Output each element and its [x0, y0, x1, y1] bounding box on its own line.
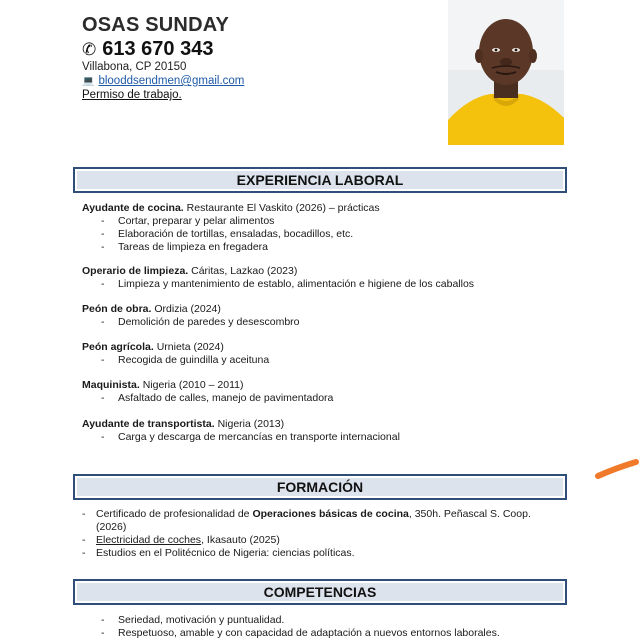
task-item: - Elaboración de tortillas, ensaladas, bocadillos, etc.: [101, 228, 354, 240]
skill-item: - Respetuoso, amable y con capacidad de adaptación a nuevos entornos laborales.: [101, 627, 500, 639]
experience-role: Peón de obra.: [82, 303, 152, 315]
address: Villabona, CP 20150: [82, 61, 187, 73]
experience-role: Ayudante de transportista.: [82, 418, 215, 430]
task-text: Carga y descarga de mercancías en transporte internacional: [118, 431, 400, 443]
education-course: Operaciones básicas de cocina: [252, 508, 409, 520]
candidate-name: OSAS SUNDAY: [82, 14, 230, 36]
task-item: - Cortar, preparar y pelar alimentos: [101, 215, 275, 227]
section-skills-title: COMPETENCIAS: [77, 583, 563, 601]
skill-text: Respetuoso, amable y con capacidad de adaptación a nuevos entornos laborales.: [118, 627, 500, 639]
phone-line: [82, 38, 213, 61]
experience-tasks: [82, 431, 562, 444]
experience-entry: [82, 265, 562, 291]
task-item: - Tareas de limpieza en fregadera: [101, 241, 269, 253]
task-text: Elaboración de tortillas, ensaladas, bocadillos, etc.: [118, 228, 354, 240]
experience-entry: [82, 418, 562, 444]
experience-tasks: [82, 354, 562, 367]
task-item: - Asfaltado de calles, manejo de pavimentadora: [101, 392, 334, 404]
education-list: [82, 508, 552, 560]
experience-tasks: [82, 392, 562, 405]
experience-details: Restaurante El Vaskito (2026) – prácticas: [186, 202, 380, 214]
section-experience: [73, 167, 567, 193]
experience-entry: [82, 303, 562, 329]
experience-heading: [82, 265, 562, 278]
task-item: - Carga y descarga de mercancías en transporte internacional: [101, 431, 400, 443]
experience-tasks: [82, 215, 562, 254]
task-item: - Recogida de guindilla y aceituna: [101, 354, 270, 366]
experience-details: Nigeria (2013): [217, 418, 285, 430]
experience-tasks: [82, 278, 562, 291]
education-course: Electricidad de coches: [96, 534, 202, 546]
skills-list: [82, 614, 562, 640]
phone-number: 613 670 343: [102, 38, 214, 60]
section-education: [73, 474, 567, 500]
experience-heading: [82, 303, 562, 316]
profile-photo-illustration: [448, 0, 564, 145]
experience-role: Peón agrícola.: [82, 341, 154, 353]
education-text: , 350h. Peñascal S. Coop. (2026): [96, 508, 531, 533]
education-item: - Certificado de profesionalidad de Operaciones básicas de cocina, 350h. Peñascal S. Coop. (2026): [82, 508, 531, 533]
experience-heading: [82, 379, 562, 392]
work-permit: Permiso de trabajo.: [82, 89, 182, 101]
experience-entry: [82, 341, 562, 367]
experience-heading: [82, 202, 562, 215]
task-text: Asfaltado de calles, manejo de pavimentadora: [118, 392, 334, 404]
profile-photo: [448, 0, 564, 145]
skill-text: Seriedad, motivación y puntualidad.: [118, 614, 285, 626]
experience-tasks: [82, 316, 562, 329]
experience-details: Nigeria (2010 – 2011): [142, 379, 244, 391]
education-text: Estudios en el Politécnico de Nigeria: ciencias políticas.: [96, 547, 355, 559]
education-text: Certificado de profesionalidad de: [96, 508, 250, 520]
task-item: - Limpieza y mantenimiento de establo, alimentación e higiene de los caballos: [101, 278, 475, 290]
laptop-icon: 💻: [82, 75, 95, 87]
section-experience-title: EXPERIENCIA LABORAL: [77, 171, 563, 189]
education-item: - Electricidad de coches, Ikasauto (2025): [82, 534, 280, 546]
task-text: Demolición de paredes y desescombro: [118, 316, 300, 328]
task-text: Recogida de guindilla y aceituna: [118, 354, 270, 366]
experience-heading: [82, 341, 562, 354]
task-text: Tareas de limpieza en fregadera: [118, 241, 269, 253]
education-text: , Ikasauto (2025): [201, 534, 280, 546]
section-skills: [73, 579, 567, 605]
experience-details: Cáritas, Lazkao (2023): [191, 265, 298, 277]
experience-heading: [82, 418, 562, 431]
email-line: [82, 75, 244, 87]
experience-role: Operario de limpieza.: [82, 265, 189, 277]
education-item: - Estudios en el Politécnico de Nigeria: ciencias políticas.: [82, 547, 355, 559]
task-text: Limpieza y mantenimiento de establo, alimentación e higiene de los caballos: [118, 278, 475, 290]
experience-details: Urnieta (2024): [156, 341, 224, 353]
experience-entry: [82, 379, 562, 405]
experience-entry: [82, 202, 562, 254]
experience-role: Maquinista.: [82, 379, 140, 391]
skill-item: - Seriedad, motivación y puntualidad.: [101, 614, 285, 626]
section-education-title: FORMACIÓN: [77, 478, 563, 496]
phone-icon: ✆: [82, 40, 97, 59]
email-link[interactable]: blooddsendmen@gmail.com: [98, 75, 245, 87]
experience-details: Ordizia (2024): [154, 303, 221, 315]
orange-highlight-stroke: [594, 458, 640, 482]
task-text: Cortar, preparar y pelar alimentos: [118, 215, 275, 227]
task-item: - Demolición de paredes y desescombro: [101, 316, 300, 328]
experience-role: Ayudante de cocina.: [82, 202, 184, 214]
